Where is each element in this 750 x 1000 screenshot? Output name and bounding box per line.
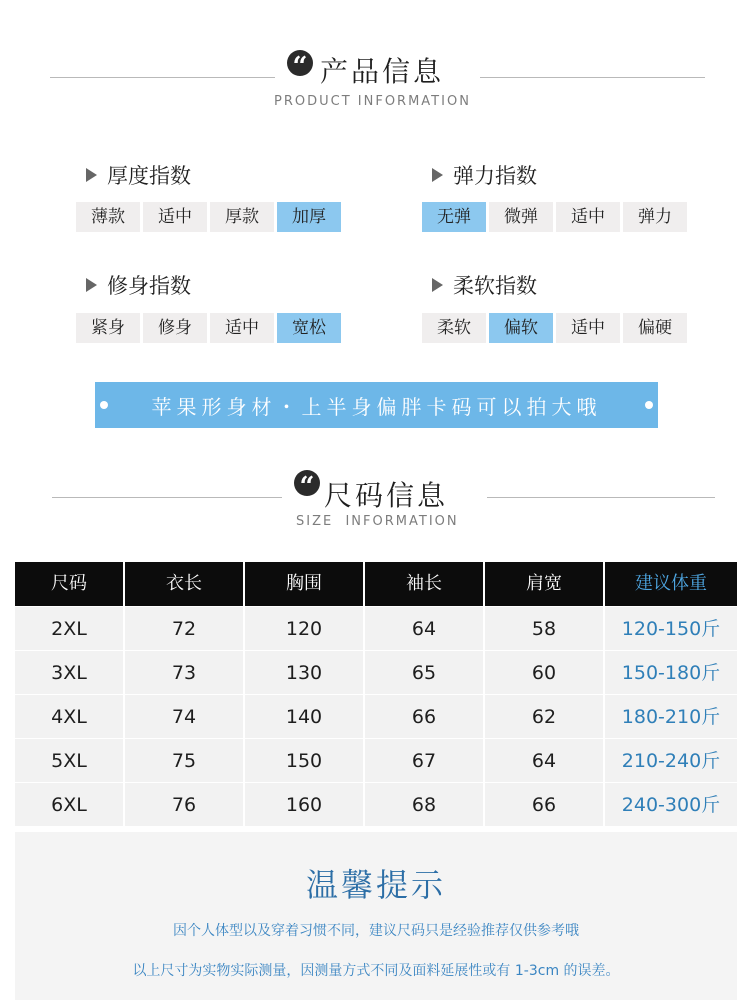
- cell-length: 76: [125, 782, 245, 826]
- product-info-subtitle: PRODUCT INFORMATION: [274, 94, 471, 109]
- cell-weight: 180-210斤: [605, 694, 737, 738]
- elasticity-option: 微弹: [489, 202, 553, 232]
- divider-right: [480, 77, 705, 78]
- cell-length: 75: [125, 738, 245, 782]
- cell-shoulder: 66: [485, 782, 605, 826]
- softness-option: 柔软: [422, 313, 486, 343]
- divider-left: [50, 77, 275, 78]
- fit-option: 修身: [143, 313, 207, 343]
- product-info-title: 产品信息: [320, 55, 445, 88]
- table-row: [15, 606, 737, 650]
- fit-index-title: [86, 270, 191, 300]
- cell-chest: 150: [245, 738, 365, 782]
- header-length: 衣长: [125, 562, 245, 606]
- softness-option: 适中: [556, 313, 620, 343]
- cell-length: 72: [125, 606, 245, 650]
- triangle-icon: [432, 168, 443, 182]
- divider-left: [52, 497, 282, 498]
- warm-tips-title: 温馨提示: [305, 866, 446, 904]
- cell-weight: 150-180斤: [605, 650, 737, 694]
- table-row: [15, 650, 737, 694]
- cell-shoulder: 60: [485, 650, 605, 694]
- cell-size: 3XL: [15, 650, 125, 694]
- quote-icon: “: [287, 50, 313, 76]
- cell-sleeve: 68: [365, 782, 485, 826]
- triangle-icon: [86, 168, 97, 182]
- cell-chest: 120: [245, 606, 365, 650]
- triangle-icon: [432, 278, 443, 292]
- elasticity-options: [422, 202, 687, 232]
- cell-shoulder: 64: [485, 738, 605, 782]
- softness-option-selected: 偏软: [489, 313, 553, 343]
- cell-sleeve: 64: [365, 606, 485, 650]
- cell-sleeve: 66: [365, 694, 485, 738]
- fit-option-selected: 宽松: [277, 313, 341, 343]
- thickness-option-selected: 加厚: [277, 202, 341, 232]
- softness-index-label: 柔软指数: [453, 274, 537, 298]
- fit-index-label: 修身指数: [107, 274, 191, 298]
- fit-advice-banner: [95, 382, 658, 428]
- cell-shoulder: 62: [485, 694, 605, 738]
- triangle-icon: [86, 278, 97, 292]
- table-row: [15, 694, 737, 738]
- size-table: [15, 562, 737, 826]
- cell-sleeve: 67: [365, 738, 485, 782]
- header-size: 尺码: [15, 562, 125, 606]
- elasticity-index-label: 弹力指数: [453, 164, 537, 188]
- header-weight: 建议体重: [605, 562, 737, 606]
- cell-sleeve: 65: [365, 650, 485, 694]
- cell-chest: 160: [245, 782, 365, 826]
- elasticity-option: 弹力: [623, 202, 687, 232]
- cell-size: 5XL: [15, 738, 125, 782]
- cell-weight: 210-240斤: [605, 738, 737, 782]
- size-info-title: 尺码信息: [324, 479, 449, 512]
- softness-index-title: [432, 270, 537, 300]
- banner-text: 苹果形身材・上半身偏胖卡码可以拍大哦: [151, 394, 602, 419]
- cell-length: 74: [125, 694, 245, 738]
- size-info-subtitle: SIZE INFORMATION: [296, 514, 459, 529]
- elasticity-option: 适中: [556, 202, 620, 232]
- banner-dot-left: [100, 401, 108, 409]
- softness-option: 偏硬: [623, 313, 687, 343]
- banner-dot-right: [645, 401, 653, 409]
- warm-tips-panel: [15, 832, 737, 1000]
- table-row: [15, 738, 737, 782]
- quote-icon: “: [294, 470, 320, 496]
- header-chest: 胸围: [245, 562, 365, 606]
- table-header-row: [15, 562, 737, 606]
- divider-right: [487, 497, 715, 498]
- header-shoulder: 肩宽: [485, 562, 605, 606]
- elasticity-index-title: [432, 160, 537, 190]
- cell-weight: 240-300斤: [605, 782, 737, 826]
- cell-shoulder: 58: [485, 606, 605, 650]
- cell-chest: 140: [245, 694, 365, 738]
- cell-length: 73: [125, 650, 245, 694]
- fit-options: [76, 313, 341, 343]
- softness-options: [422, 313, 687, 343]
- thickness-option: 适中: [143, 202, 207, 232]
- thickness-index-title: [86, 160, 191, 190]
- cell-size: 6XL: [15, 782, 125, 826]
- thickness-options: [76, 202, 341, 232]
- cell-size: 4XL: [15, 694, 125, 738]
- fit-option: 适中: [210, 313, 274, 343]
- thickness-option: 薄款: [76, 202, 140, 232]
- table-row: [15, 782, 737, 826]
- header-sleeve: 袖长: [365, 562, 485, 606]
- elasticity-option-selected: 无弹: [422, 202, 486, 232]
- warm-tips-line-1: 因个人体型以及穿着习惯不同，建议尺码只是经验推荐仅供参考哦: [173, 923, 579, 939]
- warm-tips-line-2: 以上尺寸为实物实际测量，因测量方式不同及面料延展性或有 1-3cm 的误差。: [132, 963, 620, 979]
- cell-size: 2XL: [15, 606, 125, 650]
- thickness-option: 厚款: [210, 202, 274, 232]
- thickness-index-label: 厚度指数: [107, 164, 191, 188]
- cell-chest: 130: [245, 650, 365, 694]
- fit-option: 紧身: [76, 313, 140, 343]
- cell-weight: 120-150斤: [605, 606, 737, 650]
